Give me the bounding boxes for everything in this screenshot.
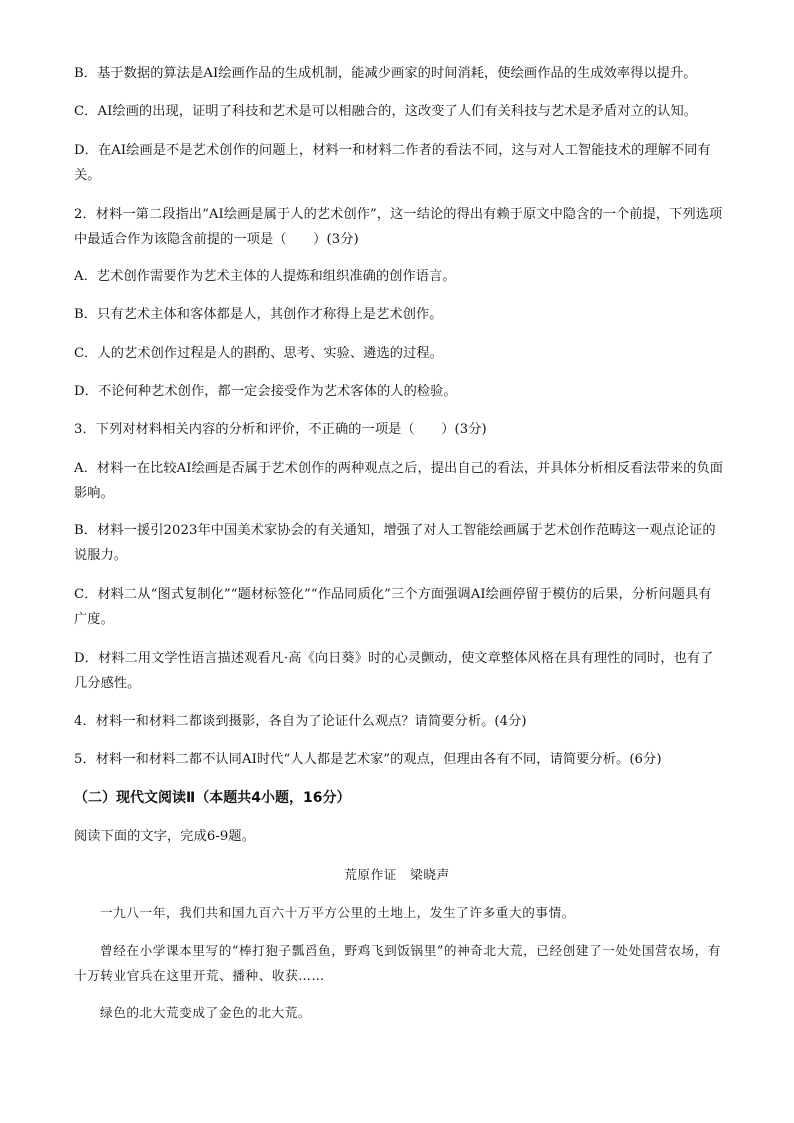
q3-option-d: D．材料二用文学性语言描述观看凡·高《向日葵》时的心灵颤动，使文章整体风格在具有理性的同时，也有了几分感性。 — [74, 651, 714, 691]
q1-option-d: D．在AI绘画是不是艺术创作的问题上，材料一和材料二作者的看法不同，这与对人工智能技术的理解不同有关。 — [74, 143, 711, 183]
q3-option-c: C．材料二从“图式复制化”“题材标签化”“作品同质化”三个方面强调AI绘画停留于模仿的后果，分析问题具有广度。 — [74, 587, 712, 627]
section-instruction: 阅读下面的文字，完成6-9题。 — [74, 829, 255, 844]
article-paragraph-1: 一九八一年，我们共和国九百六十万平方公里的土地上，发生了许多重大的事情。 — [100, 905, 575, 920]
q3-option-b: B．材料一援引2023年中国美术家协会的有关通知，增强了对人工智能绘画属于艺术创作范畴这一观点论证的说服力。 — [74, 523, 716, 563]
q2-option-a: A．艺术创作需要作为艺术主体的人提炼和组织准确的创作语言。 — [74, 269, 456, 284]
article-paragraph-2: 曾经在小学课本里写的“棒打狍子瓢舀鱼，野鸡飞到饭锅里”的神奇北大荒，已经创建了一处处国营农场，有十万转业官兵在这里开荒、播种、收获…… — [74, 943, 721, 983]
q1-option-c: C．AI绘画的出现，证明了科技和艺术是可以相融合的，这改变了人们有关科技与艺术是矛盾对立的认知。 — [74, 104, 698, 119]
section-heading: （二）现代文阅读Ⅱ（本题共4小题，16分） — [74, 790, 351, 806]
q2-option-b: B．只有艺术主体和客体都是人，其创作才称得上是艺术创作。 — [74, 307, 443, 322]
q4: 4．材料一和材料二都谈到摄影，各自为了论证什么观点？请简要分析。(4分) — [74, 714, 527, 729]
article-title: 荒原作证 梁晓声 — [344, 867, 450, 882]
q2-option-d: D．不论何种艺术创作，都一定会接受作为艺术客体的人的检验。 — [74, 384, 457, 399]
q2-stem: 2．材料一第二段指出“AI绘画是属于人的艺术创作”，这一结论的得出有赖于原文中隐含的一个前提，下列选项中最适合作为该隐含前提的一项是（ ）(3分) — [74, 207, 723, 247]
q3-stem: 3．下列对材料相关内容的分析和评价，不正确的一项是（ ）(3分) — [74, 422, 487, 437]
q3-option-a: A．材料一在比较AI绘画是否属于艺术创作的两种观点之后，提出自己的看法，并具体分析相反看法带来的负面影响。 — [74, 461, 724, 501]
article-paragraph-3: 绿色的北大荒变成了金色的北大荒。 — [100, 1005, 312, 1020]
q5: 5．材料一和材料二都不认同AI时代“人人都是艺术家”的观点，但理由各有不同，请简要分析。(6分) — [74, 752, 662, 767]
q1-option-b: B．基于数据的算法是AI绘画作品的生成机制，能减少画家的时间消耗，使绘画作品的生成效率得以提升。 — [74, 66, 697, 81]
q2-option-c: C．人的艺术创作过程是人的斟酌、思考、实验、遴选的过程。 — [74, 346, 443, 361]
